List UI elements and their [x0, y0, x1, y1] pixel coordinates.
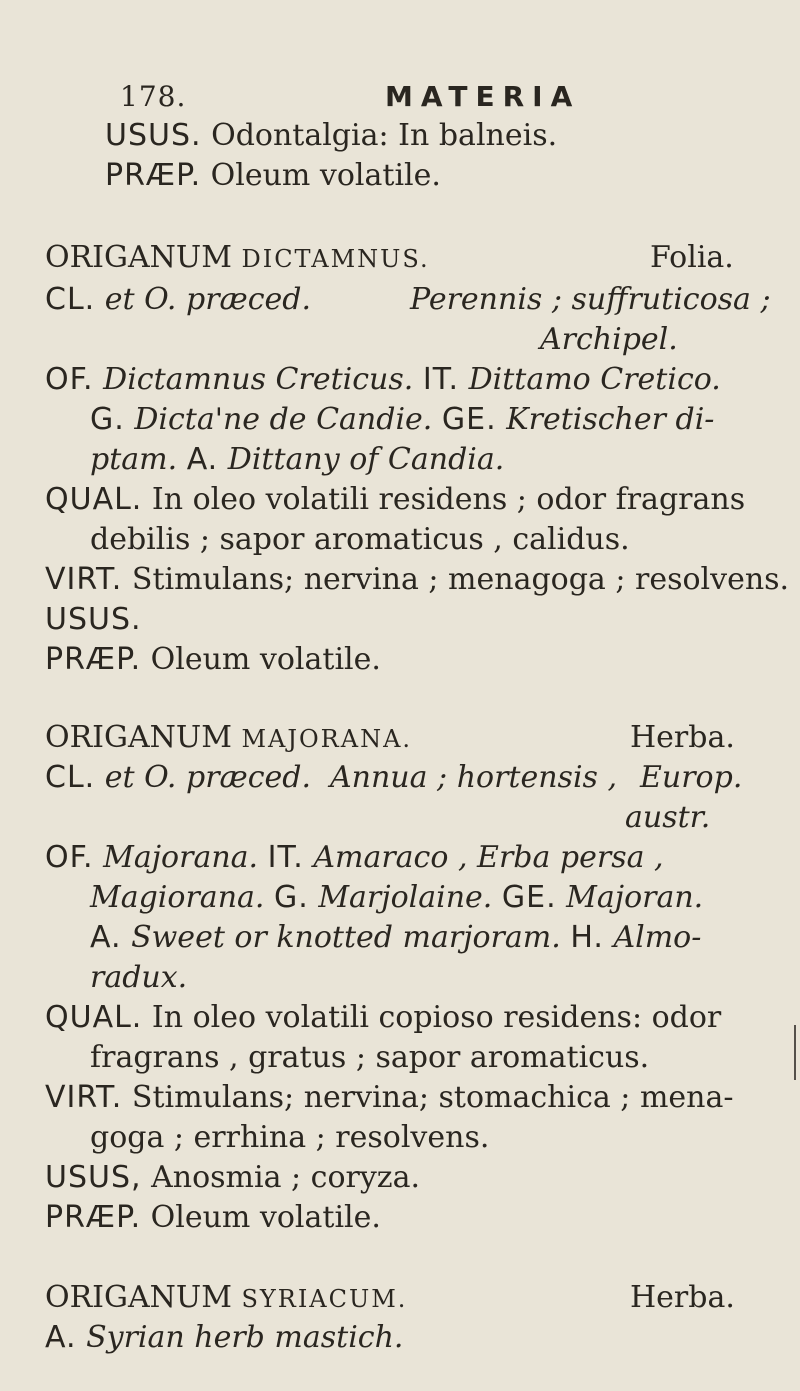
top-praep-line [105, 158, 441, 194]
cl-label: CL. [45, 282, 96, 317]
virt-label: VIRT. [45, 1080, 123, 1115]
cl-label: CL. [45, 760, 96, 795]
it-label: IT. [267, 840, 304, 875]
entry2-heading [45, 720, 412, 757]
virt-label: VIRT. [45, 562, 123, 597]
continuation: Magiorana. [90, 880, 265, 915]
ge-text: Kretischer di- [506, 402, 715, 437]
entry1-usus-line [45, 602, 142, 638]
a-label: A. [45, 1320, 77, 1355]
entry1-epithet: DICTAMNUS. [241, 245, 430, 273]
qual-text: In oleo volatili copioso residens: odor [151, 1000, 722, 1035]
a-text: Syrian herb mastich. [86, 1320, 404, 1355]
h-label: H. [570, 920, 604, 955]
praep-label: PRÆP. [105, 158, 202, 193]
entry2-name: ORIGANUM [45, 720, 232, 755]
ge-text: Majoran. [566, 880, 704, 915]
entry1-part: Folia. [650, 240, 734, 275]
praep-label: PRÆP. [45, 1200, 142, 1235]
a-text: Dittany of Candia. [227, 442, 505, 477]
entry2-a-line [90, 920, 701, 956]
entry1-a-line [90, 442, 504, 478]
entry1-of-line [45, 362, 721, 398]
entry2-cl-line [45, 760, 311, 796]
entry3-heading [45, 1280, 407, 1317]
page-number: 178. [120, 80, 187, 113]
h-text: Almo- [613, 920, 702, 955]
entry2-cl-loc1: Europ. [640, 760, 743, 795]
entry2-part: Herba. [630, 720, 735, 755]
top-usus-line [105, 118, 557, 154]
virt-text: Stimulans; nervina; stomachica ; mena- [131, 1080, 734, 1115]
entry1-virt-line [45, 562, 789, 598]
praep-text: Oleum volatile. [150, 642, 381, 677]
it-label: IT. [422, 362, 460, 397]
g-text: Marjolaine. [318, 880, 493, 915]
entry1-g-line [90, 402, 714, 438]
qual-label: QUAL. [45, 482, 143, 517]
cl-text: et O. præced. [104, 282, 312, 317]
entry2-praep-line [45, 1200, 381, 1236]
praep-label: PRÆP. [45, 642, 142, 677]
a-text: Sweet or knotted marjoram. [131, 920, 561, 955]
entry1-heading [45, 240, 430, 277]
entry1-cl-line [45, 282, 311, 318]
entry3-name: ORIGANUM [45, 1280, 232, 1315]
ge-label: GE. [501, 880, 557, 915]
entry3-a-line [45, 1320, 403, 1356]
entry2-virt-line [45, 1080, 734, 1116]
g-text: Dicta'ne de Candie. [134, 402, 433, 437]
entry1-qual-line2: debilis ; sapor aromaticus , calidus. [90, 522, 630, 557]
of-text: Majorana. [103, 840, 259, 875]
it-text: Amaraco , [313, 840, 468, 875]
of-text: Dictamnus Creticus. [103, 362, 414, 397]
entry1-cl-loc: Archipel. [540, 322, 678, 357]
entry2-usus-line [45, 1160, 420, 1196]
usus-text: Anosmia ; coryza. [151, 1160, 421, 1195]
a-label: A. [186, 442, 219, 477]
entry2-of-line [45, 840, 664, 876]
page-header [120, 80, 720, 120]
qual-text: In oleo volatili residens ; odor fragrans [151, 482, 746, 517]
entry3-part: Herba. [630, 1280, 735, 1315]
entry2-radux: radux. [90, 960, 188, 995]
g-label: G. [90, 402, 125, 437]
a-label: A. [90, 920, 122, 955]
g-label: G. [273, 880, 309, 915]
entry2-g-line [90, 880, 703, 916]
usus-label: USUS, [45, 1160, 142, 1195]
entry2-cl-desc: Annua ; hortensis , [330, 760, 618, 795]
entry1-cl-desc: Perennis ; suffruticosa ; [410, 282, 771, 317]
entry3-epithet: SYRIACUM. [241, 1285, 408, 1313]
of-label: OF. [45, 840, 94, 875]
of-label: OF. [45, 362, 94, 397]
virt-text: Stimulans; nervina ; menagoga ; resolvens. [131, 562, 790, 597]
usus-text: Odontalgia: In balneis. [211, 118, 558, 153]
usus-label: USUS. [105, 118, 202, 153]
it-text: Dittamo Cretico. [468, 362, 721, 397]
entry2-cl-loc2: austr. [625, 800, 711, 835]
usus-label: USUS. [45, 602, 142, 637]
entry1-name: ORIGANUM [45, 240, 232, 275]
cl-text: et O. præced. [104, 760, 312, 795]
entry2-qual-line2: fragrans , gratus ; sapor aromaticus. [90, 1040, 650, 1075]
entry1-qual-line [45, 482, 745, 518]
praep-text: Oleum volatile. [150, 1200, 381, 1235]
entry2-epithet: MAJORANA. [241, 725, 413, 753]
it-text-2: Erba persa , [477, 840, 664, 875]
ge-label: GE. [441, 402, 497, 437]
qual-label: QUAL. [45, 1000, 143, 1035]
entry1-praep-line [45, 642, 381, 678]
continuation: ptam. [90, 442, 178, 477]
praep-text: Oleum volatile. [210, 158, 441, 193]
entry2-qual-line [45, 1000, 721, 1036]
entry2-virt-line2: goga ; errhina ; resolvens. [90, 1120, 490, 1155]
page-edge-mark [794, 1025, 796, 1080]
running-title: MATERIA [385, 80, 581, 113]
